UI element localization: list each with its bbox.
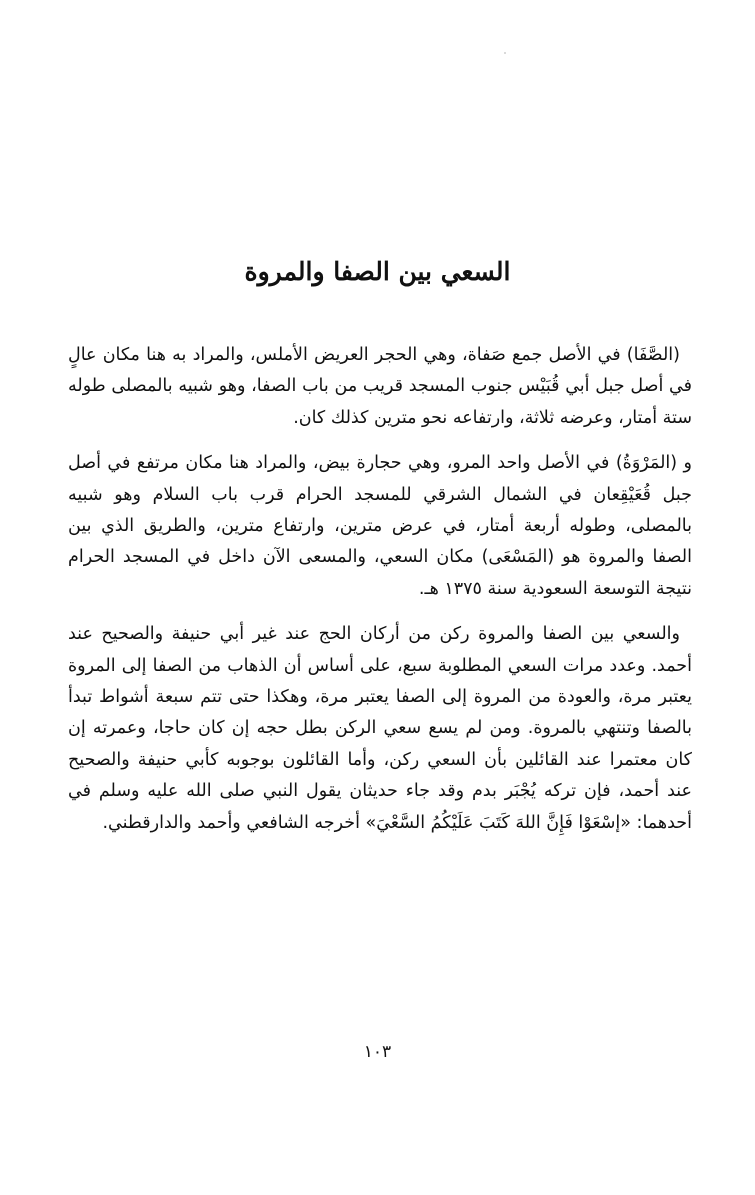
chapter-body — [68, 340, 692, 853]
paragraph-safa: (الصَّفَا) في الأصل جمع صَفاة، وهي الحجر العريض الأملس، والمراد به هنا مكان عالٍ في أصل جبل أبي قُبَيْس جنوب المسجد قريب من باب الصفا، وهو شبيه بالمصلى طوله ستة أمتار، وعرضه ثلاثة، وارتفاعه نحو مترين كذلك كان. — [68, 345, 692, 428]
chapter-title: السعي بين الصفا والمروة — [244, 257, 511, 286]
paragraph-sai-ruling: والسعي بين الصفا والمروة ركن من أركان الحج عند غير أبي حنيفة والصحيح عند أحمد. وعدد مرات السعي المطلوبة سبع، على أساس أن الذهاب من الصفا إلى المروة يعتبر مرة، والعودة من المروة إلى الصفا يعتبر مرة، وهكذا حتى تتم سبعة أشواط تبدأ بالصفا وتنتهي بالمروة. ومن لم يسع سعي الركن بطل حجه إن كان حاجا، وعمرته إن كان معتمرا عند القائلين بأن السعي ركن، وأما القائلون بوجوبه كأبي حنيفة والصحيح عند أحمد، فإن تركه يُجْبَر بدم وقد جاء حديثان يقول النبي صلى الله عليه وسلم في أحدهما: «إسْعَوْا فَإِنَّ اللهَ كَتَبَ عَلَيْكُمُ السَّعْيَ» أخرجه الشافعي وأحمد والدارقطني. — [68, 624, 692, 833]
scan-speck — [504, 52, 506, 54]
page-number: ١٠٣ — [363, 1042, 392, 1062]
paragraph-marwa: و (المَرْوَةُ) في الأصل واحد المرو، وهي حجارة بيض، والمراد هنا مكان مرتفع في أصل جبل قُعَيْقِعان في الشمال الشرقي للمسجد الحرام قرب باب السلام وهو شبيه بالمصلى، وطوله أربعة أمتار، في عرض مترين، وارتفاع مترين، والطريق الذي بين الصفا والمروة هو (المَسْعَى) مكان السعي، والمسعى الآن داخل في المسجد الحرام نتيجة التوسعة السعودية سنة ١٣٧٥ هـ. — [68, 453, 692, 599]
